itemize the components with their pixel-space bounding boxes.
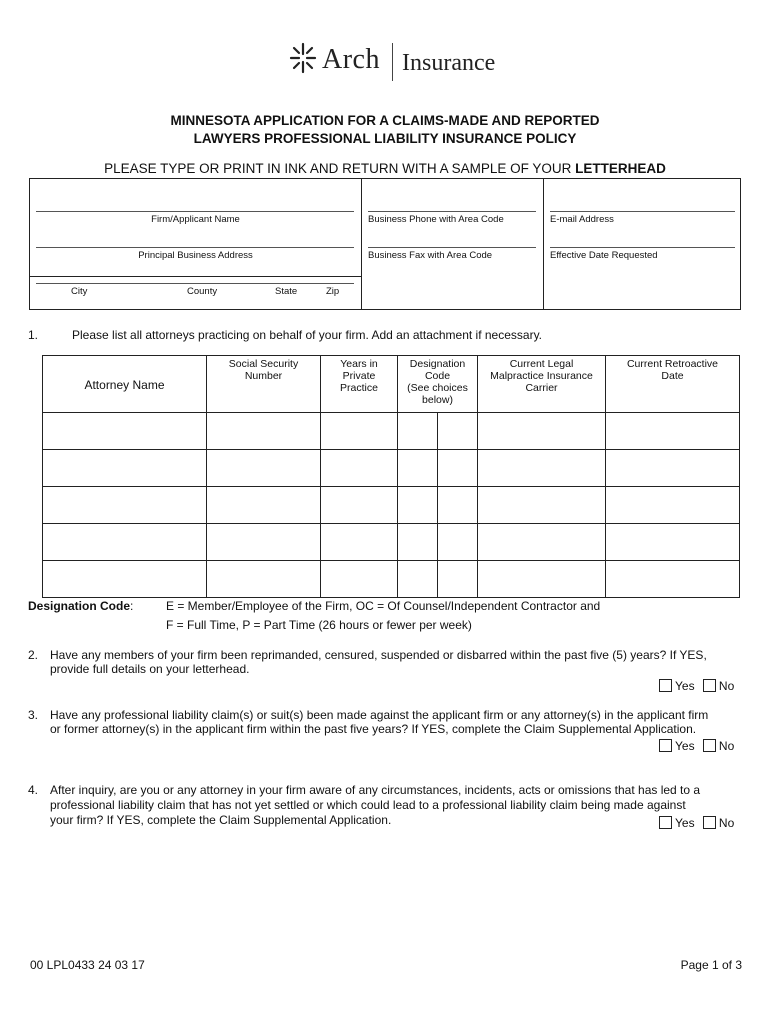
col-attorney-name: Attorney Name — [43, 356, 207, 413]
info-divider-2 — [543, 179, 544, 310]
business-fax-label: Business Fax with Area Code — [368, 250, 493, 261]
attorney-name-cell[interactable] — [43, 524, 207, 561]
designation-line2: F = Full Time, P = Part Time (26 hours or fewer per week) — [166, 618, 472, 632]
ssn-cell[interactable] — [207, 487, 321, 524]
col-carrier — [478, 356, 606, 413]
firm-name-line[interactable] — [36, 211, 354, 212]
effective-date-line[interactable] — [550, 247, 735, 248]
designation-cell[interactable] — [438, 487, 478, 524]
carrier-cell[interactable] — [478, 450, 606, 487]
attorney-name-cell[interactable] — [43, 450, 207, 487]
form-title-line2: LAWYERS PROFESSIONAL LIABILITY INSURANCE POLICY — [193, 131, 577, 146]
q3-no-checkbox[interactable] — [703, 739, 716, 752]
col-ssn-line: Number — [244, 370, 283, 382]
ssn-cell[interactable] — [207, 524, 321, 561]
q3-number: 3. — [28, 708, 39, 722]
designation-cell[interactable] — [398, 561, 438, 598]
designation-cell[interactable] — [438, 413, 478, 450]
q4-line2: professional liability claim that has not yet settled or which could lead to a professional liability claim being made against — [50, 798, 686, 812]
years-cell[interactable] — [321, 487, 398, 524]
col-carrier-line: Carrier — [525, 382, 558, 394]
q2-no-checkbox[interactable] — [703, 679, 716, 692]
col-retro-line: Date — [661, 370, 684, 382]
designation-colon: : — [130, 599, 134, 613]
designation-cell[interactable] — [398, 413, 438, 450]
col-designation-line: Designation — [409, 358, 466, 370]
form-title-line1: MINNESOTA APPLICATION FOR A CLAIMS-MADE AND REPORTED — [170, 113, 600, 128]
years-cell[interactable] — [321, 524, 398, 561]
q4-yes-label: Yes — [675, 816, 695, 830]
county-label: County — [187, 286, 218, 297]
designation-cell[interactable] — [398, 487, 438, 524]
attorney-table-header — [43, 356, 740, 413]
logo-divider — [392, 43, 393, 81]
ssn-cell[interactable] — [207, 413, 321, 450]
logo-brand: Arch — [322, 44, 380, 75]
q3-yes-checkbox[interactable] — [659, 739, 672, 752]
q1-text: Please list all attorneys practicing on behalf of your firm. Add an attachment if necessary. — [72, 328, 543, 342]
effective-date-label: Effective Date Requested — [550, 250, 658, 261]
firm-name-label: Firm/Applicant Name — [151, 214, 240, 225]
business-phone-label: Business Phone with Area Code — [368, 214, 504, 225]
info-divider-1 — [361, 179, 362, 310]
designation-cell[interactable] — [438, 450, 478, 487]
col-ssn — [207, 356, 321, 413]
city-line[interactable] — [36, 283, 354, 284]
q4-number: 4. — [28, 783, 39, 797]
business-fax-line[interactable] — [368, 247, 536, 248]
q3-no-label: No — [718, 739, 735, 753]
col-carrier-line: Malpractice Insurance — [490, 370, 593, 382]
business-phone-line[interactable] — [368, 211, 536, 212]
attorney-table-row — [43, 450, 740, 487]
attorney-table-row — [43, 524, 740, 561]
attorney-table-body — [43, 413, 740, 598]
q2-yes-checkbox[interactable] — [659, 679, 672, 692]
attorney-name-cell[interactable] — [43, 413, 207, 450]
designation-cell[interactable] — [398, 450, 438, 487]
ssn-cell[interactable] — [207, 450, 321, 487]
designation-cell[interactable] — [398, 524, 438, 561]
instruction-line — [0, 161, 770, 176]
col-designation-line: (See choices — [407, 382, 468, 394]
ssn-cell[interactable] — [207, 561, 321, 598]
retro-date-cell[interactable] — [606, 413, 740, 450]
q4-no-label: No — [718, 816, 735, 830]
col-years — [321, 356, 398, 413]
q2-yes-label: Yes — [675, 679, 695, 693]
carrier-cell[interactable] — [478, 487, 606, 524]
carrier-cell[interactable] — [478, 561, 606, 598]
years-cell[interactable] — [321, 450, 398, 487]
q2-answer — [659, 679, 734, 693]
col-years-line: Practice — [340, 382, 378, 394]
attorney-table — [42, 355, 740, 598]
q4-line1: After inquiry, are you or any attorney in your firm aware of any circumstances, incidents, acts or omissions that has led to a — [50, 783, 701, 797]
col-designation — [398, 356, 478, 413]
q1-number: 1. — [28, 328, 39, 342]
attorney-table-row — [43, 561, 740, 598]
q3-yes-label: Yes — [675, 739, 695, 753]
q2-no-label: No — [718, 679, 735, 693]
q2-line1: Have any members of your firm been reprimanded, censured, suspended or disbarred within the past five (5) years? If YES, — [50, 648, 707, 662]
designation-line1: E = Member/Employee of the Firm, OC = Of Counsel/Independent Contractor and — [166, 599, 601, 613]
q3-line1: Have any professional liability claim(s) or suit(s) been made against the applicant firm or any attorney(s) in the applicant firm — [50, 708, 709, 722]
email-label: E-mail Address — [550, 214, 614, 225]
col-designation-line: Code — [424, 370, 451, 382]
page-number: Page 1 of 3 — [680, 958, 742, 972]
retro-date-cell[interactable] — [606, 561, 740, 598]
attorney-name-cell[interactable] — [43, 561, 207, 598]
arch-insurance-logo — [0, 38, 770, 84]
col-retro — [606, 356, 740, 413]
q4-no-checkbox[interactable] — [703, 816, 716, 829]
retro-date-cell[interactable] — [606, 450, 740, 487]
attorney-table-row — [43, 487, 740, 524]
q4-yes-checkbox[interactable] — [659, 816, 672, 829]
info-bottom-rule — [30, 276, 362, 277]
carrier-cell[interactable] — [478, 413, 606, 450]
zip-label: Zip — [326, 286, 340, 297]
q4-line3: your firm? If YES, complete the Claim Supplemental Application. — [50, 813, 392, 827]
q3-line2: or former attorney(s) in the applicant firm within the past five years? If YES, complete the Claim Supplemental Application. — [50, 722, 697, 736]
q3-answer — [659, 739, 734, 753]
retro-date-cell[interactable] — [606, 487, 740, 524]
principal-address-label: Principal Business Address — [138, 250, 253, 261]
instruction-text: PLEASE TYPE OR PRINT IN INK AND RETURN WITH A SAMPLE OF YOUR — [104, 161, 576, 176]
col-ssn-line: Social Security — [228, 358, 299, 370]
q2-number: 2. — [28, 648, 39, 662]
applicant-info-box — [29, 178, 741, 310]
instruction-bold: LETTERHEAD — [575, 161, 666, 176]
principal-address-line[interactable] — [36, 247, 354, 248]
col-years-line: Years in — [340, 358, 378, 370]
col-carrier-line: Current Legal — [509, 358, 574, 370]
col-retro-line: Current Retroactive — [626, 358, 719, 370]
logo-product: Insurance — [402, 50, 496, 76]
q2-line2: provide full details on your letterhead. — [50, 662, 250, 676]
retro-date-cell[interactable] — [606, 524, 740, 561]
years-cell[interactable] — [321, 413, 398, 450]
designation-code-label — [28, 599, 133, 613]
carrier-cell[interactable] — [478, 524, 606, 561]
designation-code-text: Designation Code — [28, 599, 131, 613]
attorney-table-row — [43, 413, 740, 450]
q4-answer — [659, 816, 734, 830]
form-number: 00 LPL0433 24 03 17 — [30, 958, 145, 972]
col-designation-line: below) — [422, 394, 453, 406]
city-label: City — [71, 286, 88, 297]
years-cell[interactable] — [321, 561, 398, 598]
state-label: State — [275, 286, 298, 297]
col-years-line: Private — [342, 370, 376, 382]
email-line[interactable] — [550, 211, 735, 212]
arch-star-icon — [286, 38, 320, 78]
designation-cell[interactable] — [438, 524, 478, 561]
attorney-name-cell[interactable] — [43, 487, 207, 524]
designation-cell[interactable] — [438, 561, 478, 598]
